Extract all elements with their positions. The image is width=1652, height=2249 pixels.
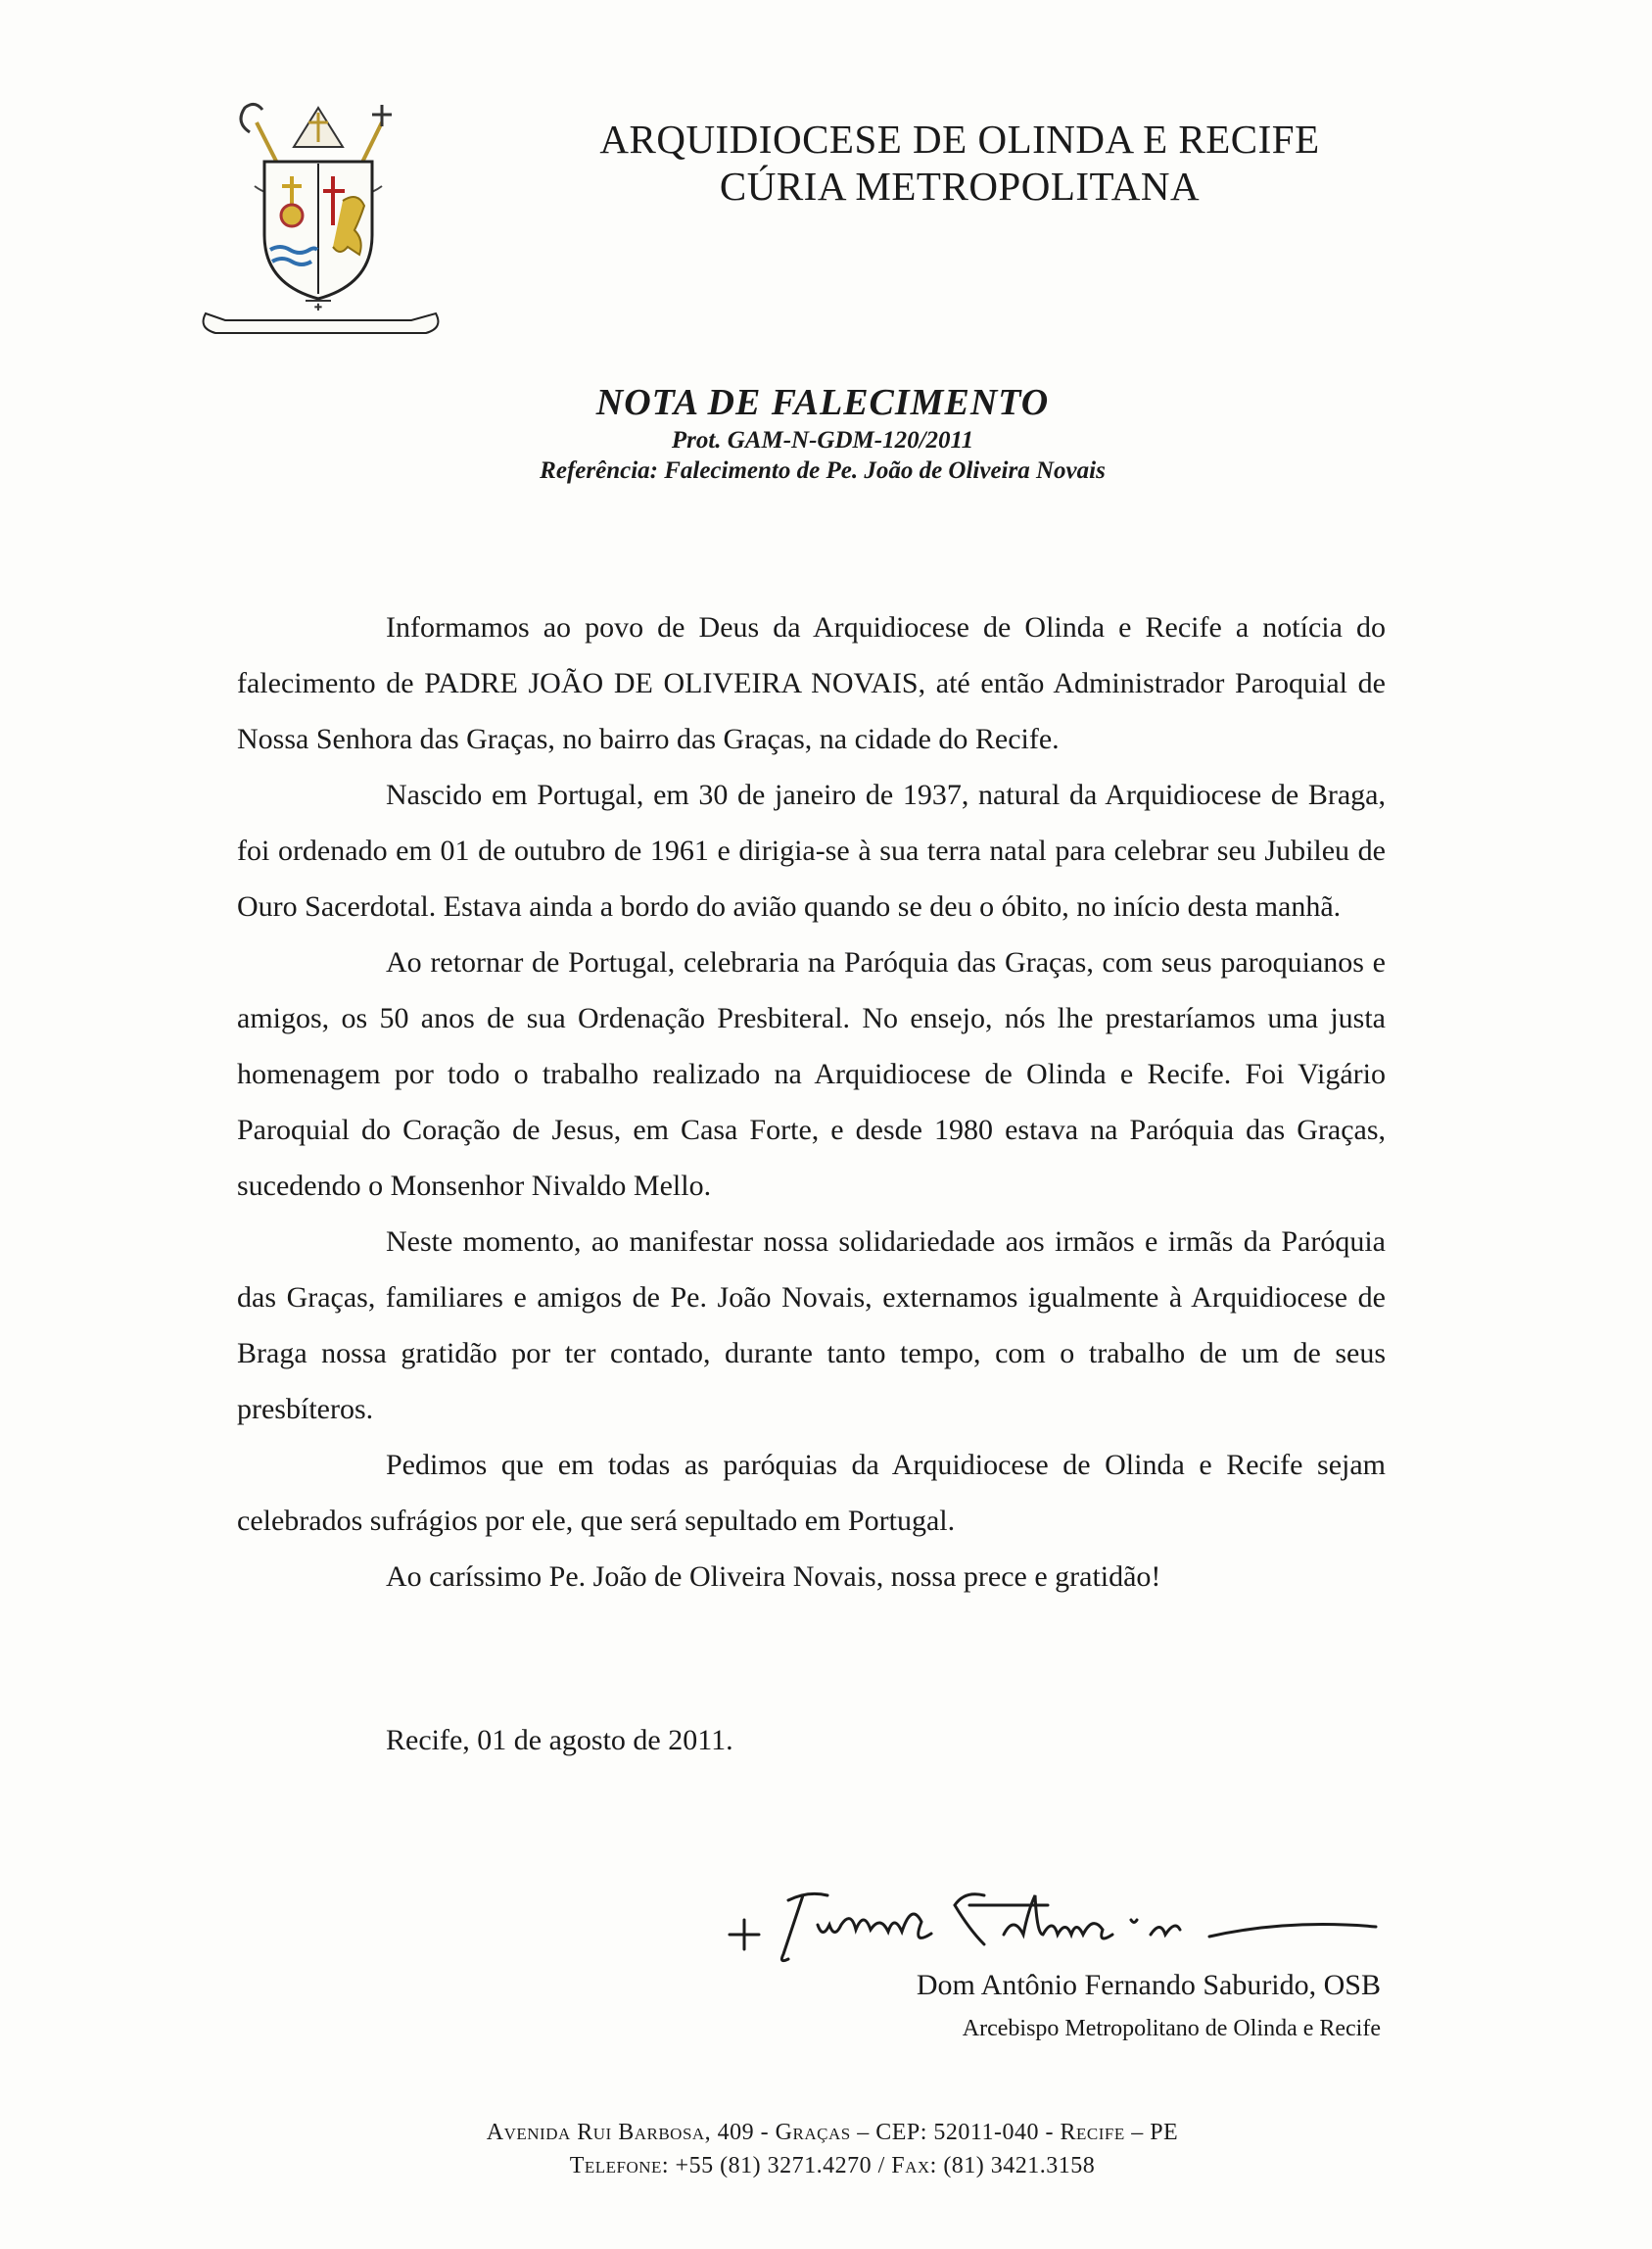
notice-body (237, 599, 1386, 1604)
reference-line: Referência: Falecimento de Pe. João de Oliveira Novais (540, 457, 1106, 484)
date-line: Recife, 01 de agosto de 2011. (386, 1724, 733, 1756)
body-paragraph: Ao retornar de Portugal, celebraria na Paróquia das Graças, com seus paroquianos e amigos, os 50 anos de sua Ordenação Presbiteral. No ensejo, nós lhe prestaríamos uma justa homenagem por todo o trabalho realizado na Arquidiocese de Olinda e Recife. Foi Vigário Paroquial do Coração de Jesus, em Casa Forte, e desde 1980 estava na Paróquia das Graças, sucedendo o Monsenhor Nivaldo Mello. (237, 946, 1386, 1202)
header-archdiocese-name: ARQUIDIOCESE DE OLINDA E RECIFE (599, 117, 1320, 162)
footer-address: Avenida Rui Barbosa, 409 - Graças – CEP: 52011-040 - Recife – PE (486, 2120, 1179, 2145)
letterhead (588, 116, 1332, 210)
archdiocese-coat-of-arms-icon (196, 93, 441, 348)
notice-title-block (431, 380, 1214, 486)
body-paragraph: Pedimos que em todas as paróquias da Arquidiocese de Olinda e Recife sejam celebrados sufrágios por ele, que será sepultado em Portugal. (237, 1449, 1386, 1537)
svg-text:✚: ✚ (313, 303, 323, 313)
signatory-block (627, 1966, 1381, 2046)
footer-phone: Telefone: +55 (81) 3271.4270 / Fax: (81) 3421.3158 (569, 2153, 1096, 2178)
notice-title: NOTA DE FALECIMENTO (595, 382, 1050, 423)
body-paragraph: Ao caríssimo Pe. João de Oliveira Novais, nossa prece e gratidão! (386, 1560, 1161, 1593)
body-paragraph: Nascido em Portugal, em 30 de janeiro de 1937, natural da Arquidiocese de Braga, foi ordenado em 01 de outubro de 1961 e dirigia-se à sua terra natal para celebrar seu Jubileu de Ouro Sacerdotal. Estava ainda a bordo do avião quando se deu o óbito, no início desta manhã. (237, 779, 1386, 923)
handwritten-signature-icon (720, 1866, 1386, 1974)
letterhead-footer (392, 2116, 1273, 2182)
header-curia-name: CÚRIA METROPOLITANA (719, 164, 1201, 209)
signatory-name: Dom Antônio Fernando Saburido, OSB (916, 1969, 1381, 2001)
body-paragraph: Neste momento, ao manifestar nossa solidariedade aos irmãos e irmãs da Paróquia das Graças, familiares e amigos de Pe. João Novais, externamos igualmente à Arquidiocese de Braga nossa gratidão por ter contado, durante tanto tempo, com o trabalho de um de seus presbíteros. (237, 1225, 1386, 1425)
signatory-title: Arcebispo Metropolitano de Olinda e Recife (962, 2016, 1381, 2041)
body-paragraph: Informamos ao povo de Deus da Arquidiocese de Olinda e Recife a notícia do falecimento de PADRE JOÃO DE OLIVEIRA NOVAIS, até então Administrador Paroquial de Nossa Senhora das Graças, no bairro das Graças, na cidade do Recife. (237, 611, 1386, 755)
protocol-number: Prot. GAM-N-GDM-120/2011 (671, 427, 974, 454)
